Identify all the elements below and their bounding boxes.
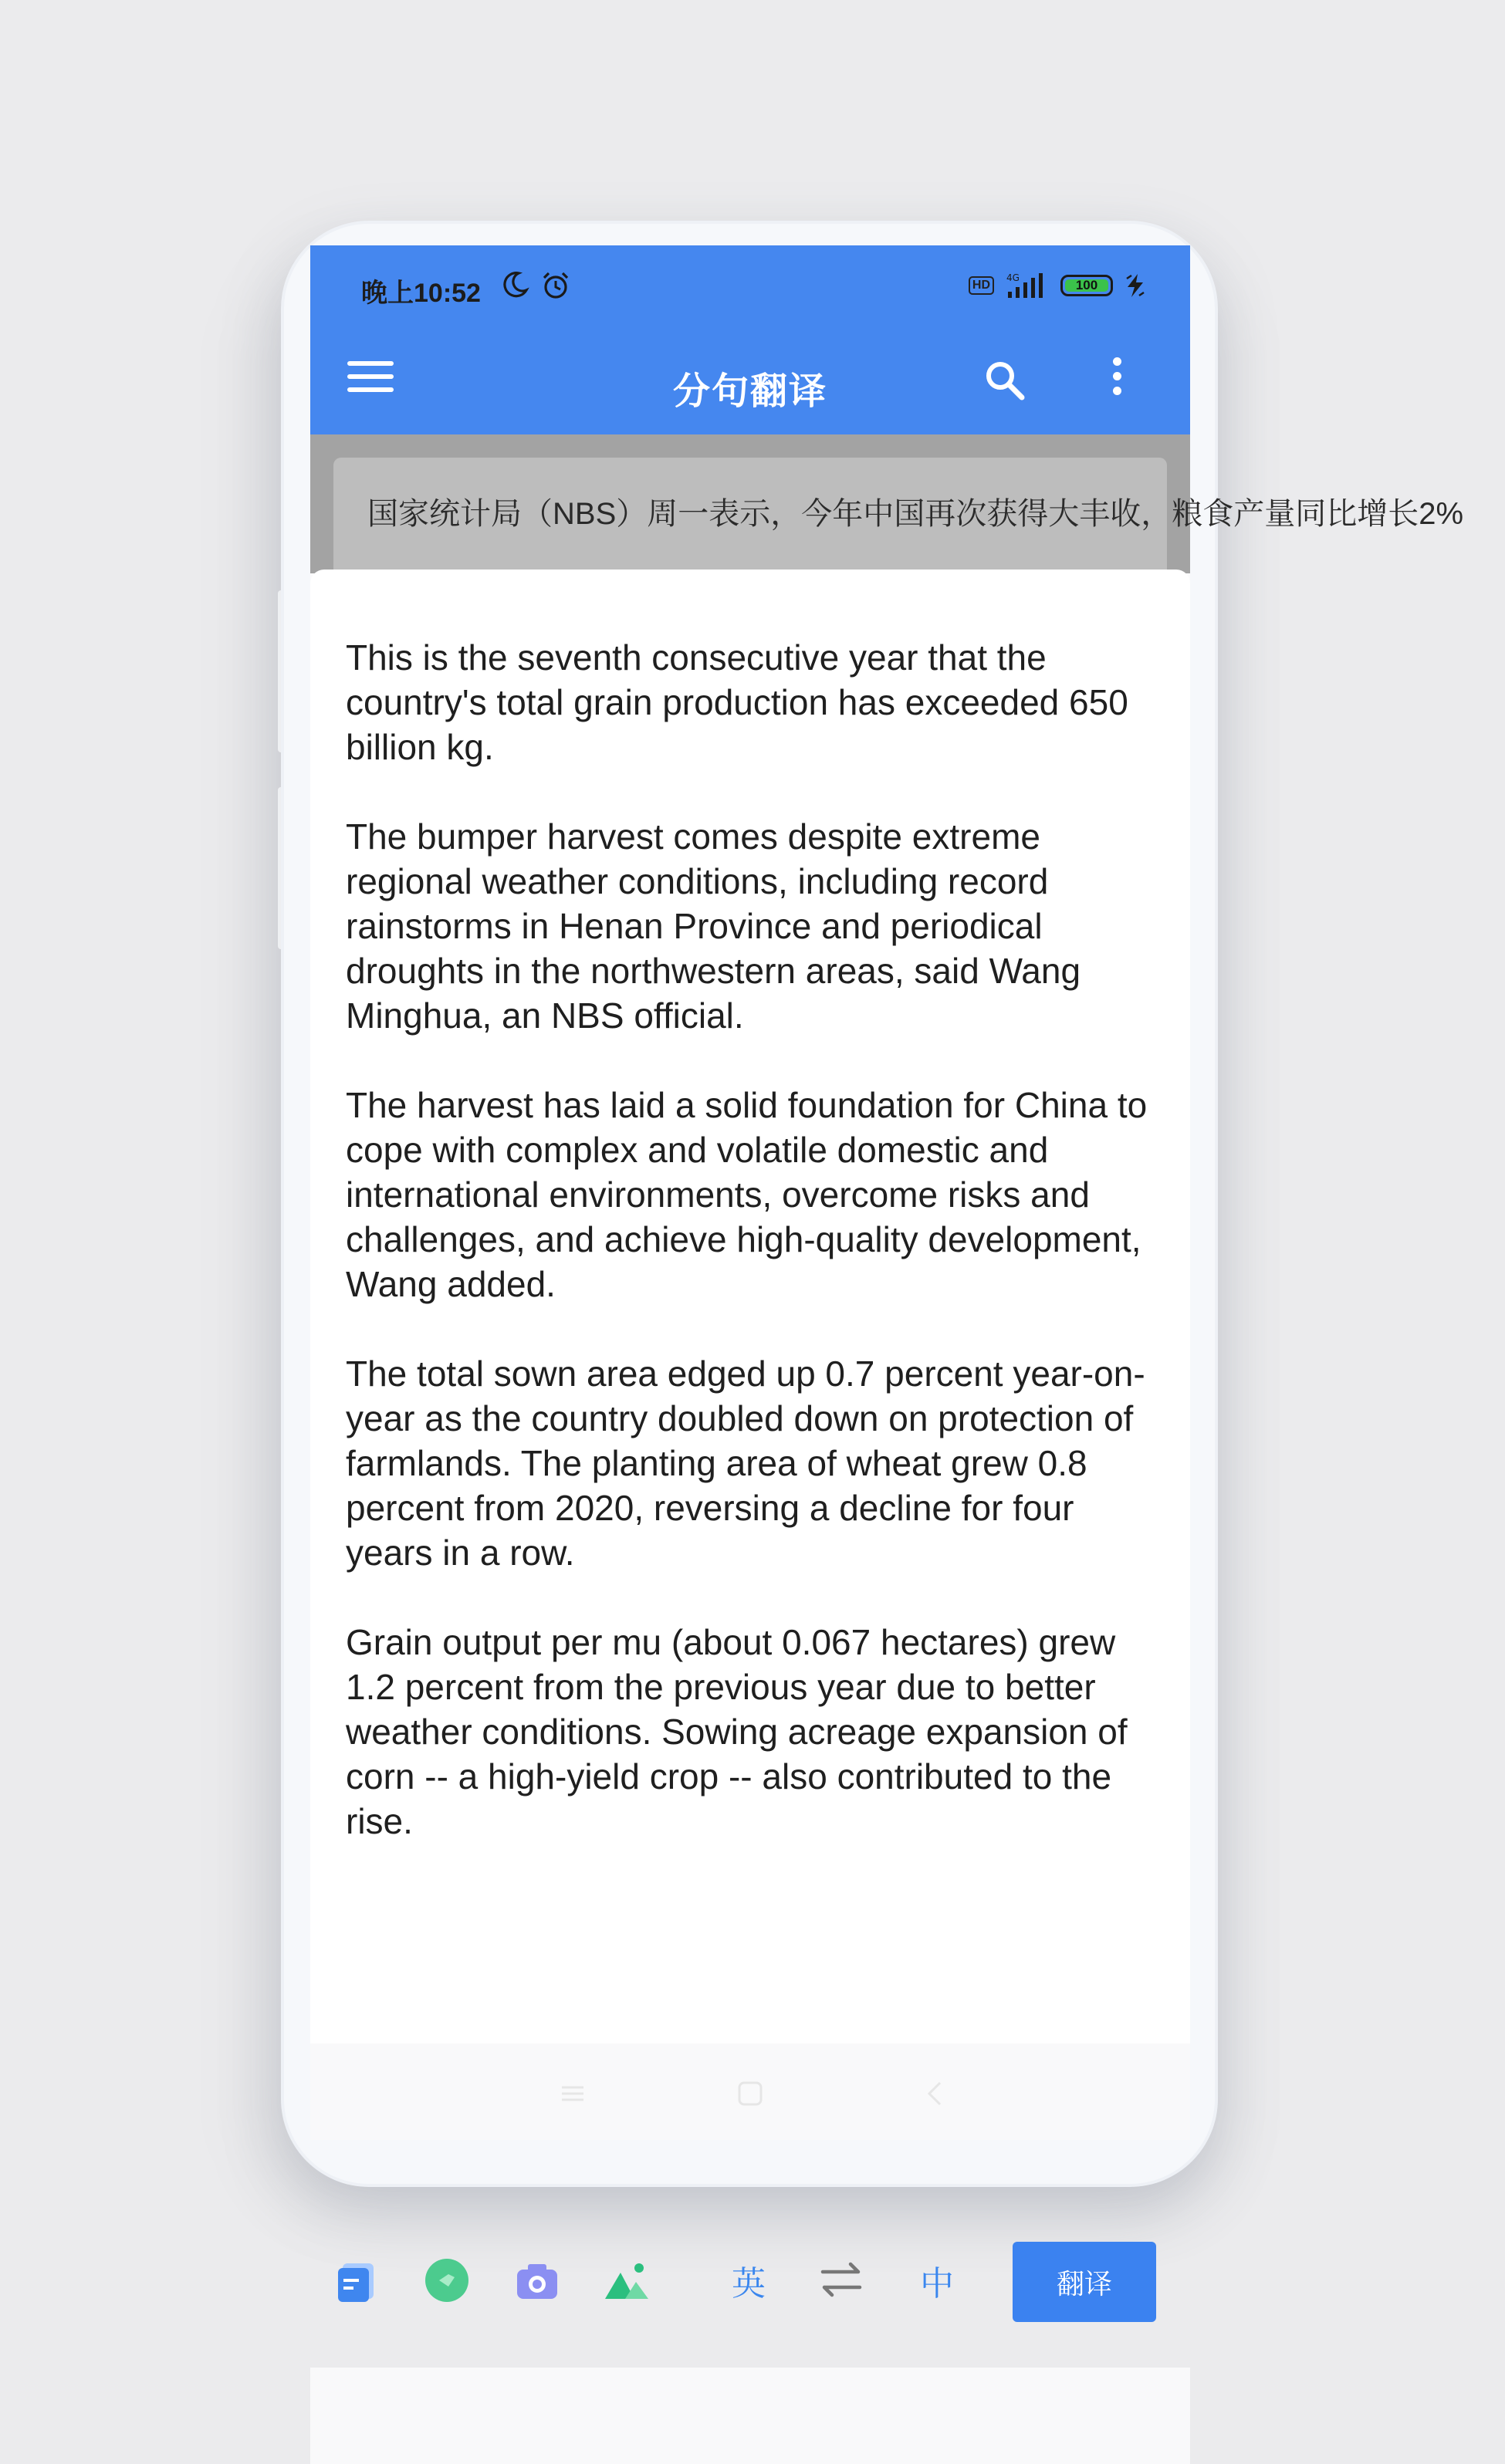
source-text: 国家统计局（NBS）周一表示，今年中国再次获得大丰收，粮食产量同比增长2% [367,497,1464,531]
phone-screen [310,245,1464,2303]
system-nav-bar [310,2368,1190,2464]
translation-paragraph: Grain output per mu (about 0.067 hectares) grew 1.2 percent from the previous year due to better weather conditions. Sowing acreage expansion of corn -- a high-yield crop -- also contributed to the rise. [346,1622,1128,1841]
camera-icon[interactable] [512,2256,562,2305]
status-time: 晚上10:52 [361,279,481,308]
document-icon[interactable] [333,2256,383,2305]
source-language[interactable]: 英 [732,2265,766,2303]
translation-result [346,635,1164,1888]
status-icons-right [969,272,1147,299]
page-title: 分句翻译 [672,371,827,412]
status-bar [310,245,1190,326]
source-area-dimmed [310,434,1464,573]
translation-paragraph: This is the seventh consecutive year that the country's total grain production has exceeded 650 billion kg. [346,637,1128,767]
battery-icon [1060,275,1113,296]
charging-icon [1124,272,1147,299]
translation-paragraph: The total sown area edged up 0.7 percent year-on-year as the country doubled down on protection of farmlands. The planting area of wheat grew 0.8 percent from 2020, reversing a decline for four years in a row. [346,1354,1145,1573]
translation-sheet [310,570,1190,2303]
action-bar [310,2232,1190,2333]
battery-level: 100 [1075,278,1098,292]
toolbar [310,326,1190,434]
voice-icon[interactable] [422,2256,472,2305]
app-bar [310,245,1190,434]
hd-badge: HD [969,276,994,295]
alarm-icon [540,270,571,301]
status-icons-left [500,270,571,301]
swap-icon[interactable] [820,2260,863,2299]
target-language[interactable]: 中 [920,2265,954,2303]
translate-button[interactable]: 翻译 [1013,2242,1156,2322]
search-icon[interactable] [982,357,1028,404]
signal-icon [1005,272,1050,299]
nav-back-icon[interactable] [920,2078,951,2109]
image-icon[interactable] [602,2256,651,2305]
system-nav-bar [310,2043,1190,2140]
nav-menu-icon[interactable] [557,2078,588,2109]
network-label: 4G [1006,272,1020,283]
translation-paragraph: The harvest has laid a solid foundation for China to cope with complex and volatile domestic and international environments, overcome risks and challenges, and achieve high-quality development, Wang added. [346,1085,1148,1304]
moon-icon [500,270,529,299]
more-options-icon[interactable] [1109,357,1125,404]
nav-home-icon[interactable] [735,2078,766,2109]
translation-paragraph: The bumper harvest comes despite extreme regional weather conditions, including record rainstorms in Henan Province and periodical droughts in the northwestern areas, said Wang Minghua, an NBS official. [346,816,1081,1036]
